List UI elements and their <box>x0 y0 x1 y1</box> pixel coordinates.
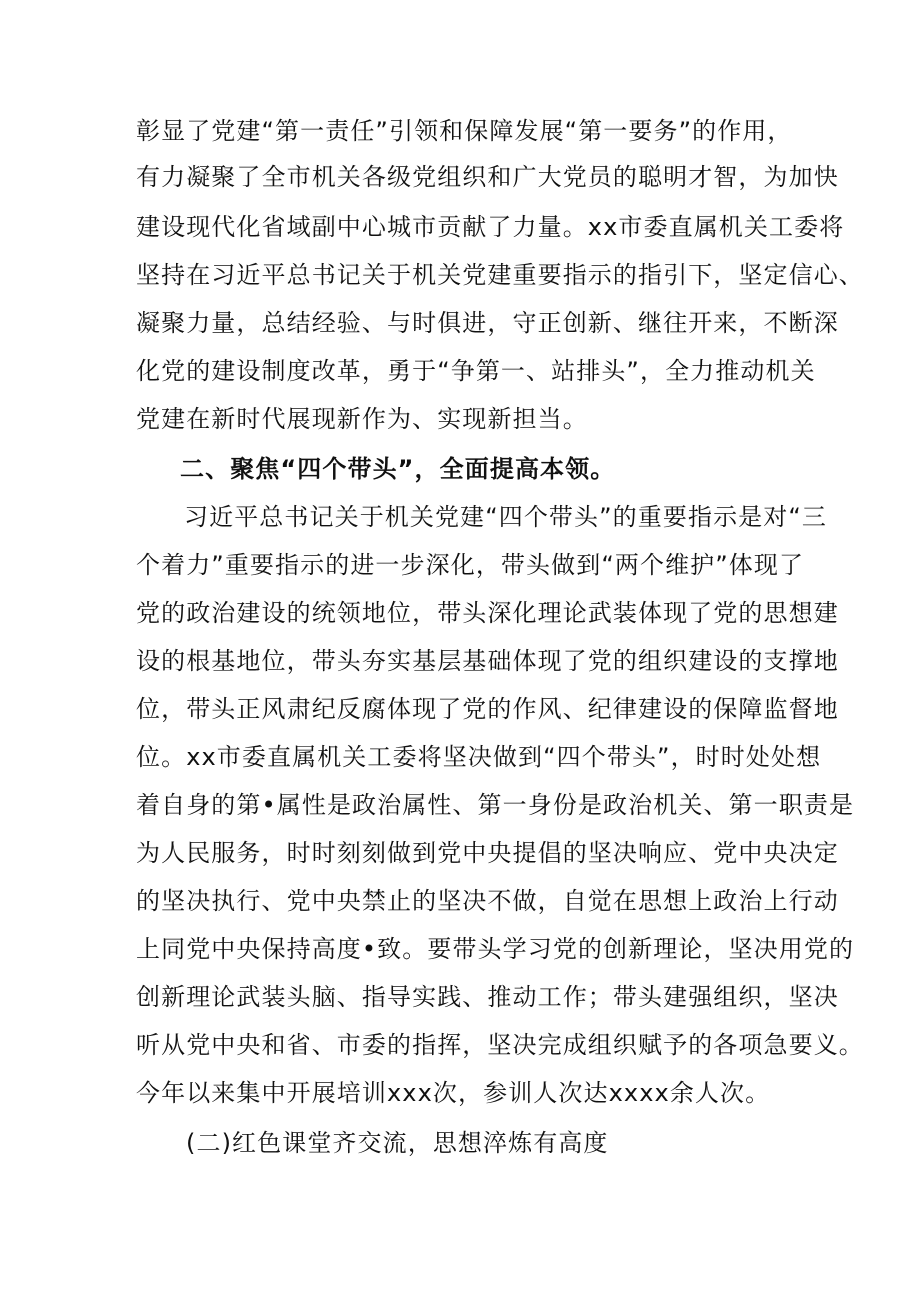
body-line: 上同党中央保持高度•致。要带头学习党的创新理论，坚决用党的 <box>136 935 855 963</box>
body-line: 凝聚力量，总结经验、与时俱进，守正创新、继往开来，不断深 <box>136 309 839 337</box>
body-line: 位，带头正风肃纪反腐体现了党的作风、纪律建设的保障监督地 <box>136 695 839 723</box>
body-line: 听从党中央和省、市委的指挥，坚决完成组织赋予的各项急要义。 <box>136 1031 864 1059</box>
body-line: 化党的建设制度改革，勇于“争第一、站排头”，全力推动机关 <box>136 357 816 385</box>
body-line: 设的根基地位，带头夯实基层基础体现了党的组织建设的支撑地 <box>136 647 839 675</box>
body-line: 个着力”重要指示的进一步深化，带头做到“两个维护”体现了 <box>136 551 805 579</box>
body-line: 习近平总书记关于机关党建“四个带头”的重要指示是对“三 <box>184 503 827 531</box>
body-line: 位。xx市委直属机关工委将坚决做到“四个带头”，时时处处想 <box>136 743 822 771</box>
body-line: 党的政治建设的统领地位，带头深化理论武装体现了党的思想建 <box>136 599 839 627</box>
section-heading: 二、聚焦“四个带头”，全面提高本领。 <box>180 455 616 483</box>
body-line: 有力凝聚了全市机关各级党组织和广大党员的聪明才智，为加快 <box>136 163 839 191</box>
subsection-heading: (二)红色课堂齐交流，思想淬炼有高度 <box>186 1129 609 1157</box>
body-line: 彰显了党建“第一责任”引领和保障发展“第一要务”的作用， <box>136 117 793 145</box>
body-line: 为人民服务，时时刻刻做到党中央提倡的坚决响应、党中央决定 <box>136 839 839 867</box>
body-line: 创新理论武装头脑、指导实践、推动工作；带头建强组织，坚决 <box>136 983 839 1011</box>
body-line: 的坚决执行、党中央禁止的坚决不做，自觉在思想上政治上行动 <box>136 887 839 915</box>
body-line: 着自身的第•属性是政治属性、第一身份是政治机关、第一职责是 <box>136 791 855 819</box>
body-line: 党建在新时代展现新作为、实现新担当。 <box>136 405 588 433</box>
body-line: 今年以来集中开展培训xxx次，参训人次达xxxx余人次。 <box>136 1079 771 1107</box>
body-line: 坚持在习近平总书记关于机关党建重要指示的指引下，坚定信心、 <box>136 261 864 289</box>
body-line: 建设现代化省域副中心城市贡献了力量。xx市委直属机关工委将 <box>136 213 845 241</box>
